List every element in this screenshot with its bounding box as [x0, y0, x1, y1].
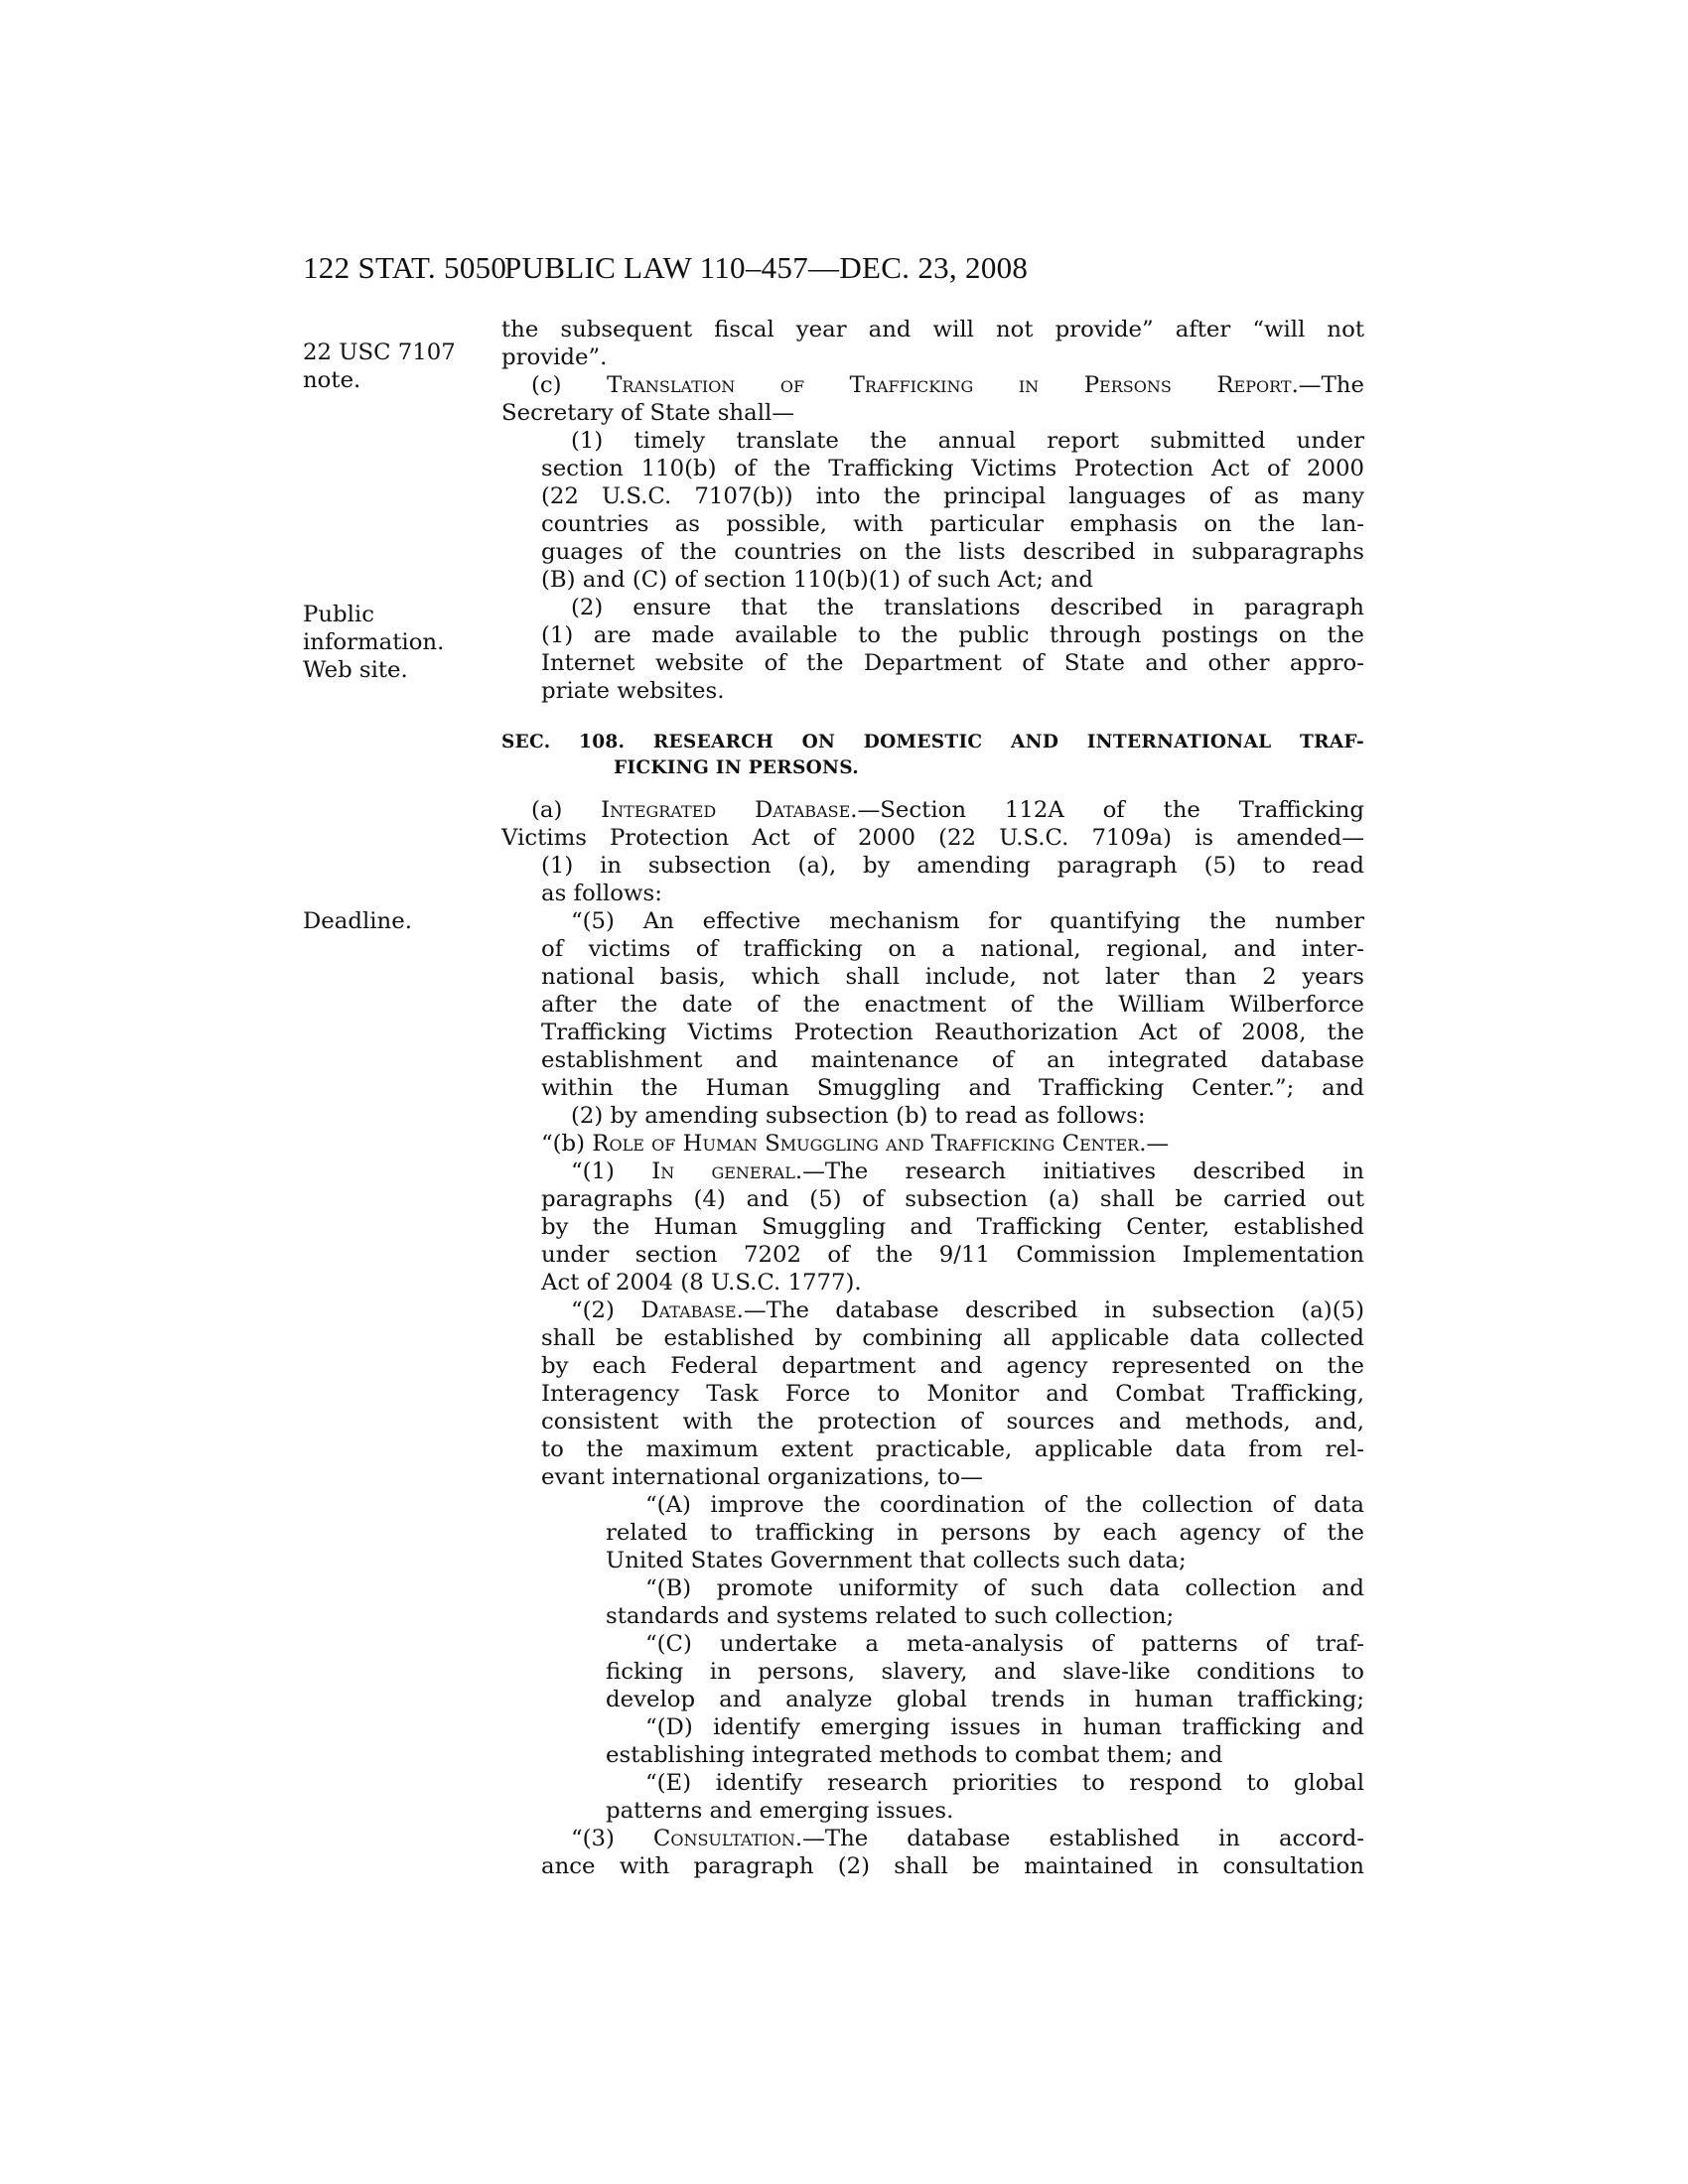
text-line: evant international organizations, to—: [541, 1464, 983, 1490]
subsection-c-heading: (c) Translation of Trafficking in Persons Report.—The: [531, 372, 1364, 398]
text-line: Act of 2004 (8 U.S.C. 1777).: [541, 1270, 862, 1296]
text-line: “(B) promote uniformity of such data collection and: [645, 1575, 1364, 1601]
margin-note-deadline: [303, 907, 412, 935]
text-line: “(C) undertake a meta-analysis of patterns of traf-: [645, 1631, 1364, 1657]
text-line: Victims Protection Act of 2000 (22 U.S.C. 7109a) is amended—: [501, 825, 1364, 851]
text-line: Trafficking Victims Protection Reauthorization Act of 2008, the: [541, 1020, 1364, 1045]
text-line: Secretary of State shall—: [501, 400, 795, 426]
text-line: Internet website of the Department of State and other appro-: [541, 650, 1364, 676]
margin-note-line: 22 USC 7107: [303, 340, 456, 365]
text-line: (2) by amending subsection (b) to read as follows:: [571, 1103, 1146, 1129]
margin-note-public-information: [303, 601, 444, 684]
text-line: by each Federal department and agency represented on the: [541, 1353, 1364, 1379]
margin-note-line: information.: [303, 629, 445, 655]
text-line: (22 U.S.C. 7107(b)) into the principal languages of as many: [541, 483, 1364, 509]
text-line: ance with paragraph (2) shall be maintained in consultation: [541, 1853, 1364, 1879]
text-line: of victims of trafficking on a national, regional, and inter-: [541, 936, 1364, 962]
section-heading-continued: FICKING IN PERSONS.: [614, 757, 860, 778]
text-line: “(D) identify emerging issues in human trafficking and: [645, 1714, 1364, 1740]
text-line: “(5) An effective mechanism for quantifying the number: [571, 908, 1364, 934]
database-heading: “(2) Database.—The database described in subsection (a)(5): [571, 1297, 1364, 1323]
text-line: (1) timely translate the annual report submitted under: [571, 428, 1364, 454]
text-line: shall be established by combining all applicable data collected: [541, 1325, 1364, 1351]
text-line: countries as possible, with particular emphasis on the lan-: [541, 511, 1364, 537]
text-line: establishing integrated methods to combat them; and: [606, 1742, 1223, 1768]
margin-note-usc: [303, 339, 456, 394]
text-line: standards and systems related to such collection;: [606, 1603, 1175, 1629]
text-line: “(A) improve the coordination of the collection of data: [645, 1492, 1364, 1518]
margin-note-line: Web site.: [303, 657, 408, 683]
text-line: under section 7202 of the 9/11 Commission Implementation: [541, 1242, 1364, 1268]
text-line: Interagency Task Force to Monitor and Combat Trafficking,: [541, 1381, 1364, 1407]
text-line: paragraphs (4) and (5) of subsection (a) shall be carried out: [541, 1186, 1364, 1212]
text-line: related to trafficking in persons by each agency of the: [606, 1520, 1364, 1546]
stat-page-number: 122 STAT. 5050: [303, 250, 507, 285]
role-heading: “(b) Role of Human Smuggling and Trafficking Center.—: [541, 1131, 1170, 1157]
margin-note-line: Public: [303, 602, 374, 627]
text-line: ficking in persons, slavery, and slave-like conditions to: [606, 1659, 1364, 1685]
text-line: (2) ensure that the translations described in paragraph: [571, 595, 1364, 620]
text-line: priate websites.: [541, 678, 725, 704]
text-line: guages of the countries on the lists described in subparagraphs: [541, 539, 1364, 565]
text-line: consistent with the protection of sources and methods, and,: [541, 1409, 1364, 1434]
text-line: patterns and emerging issues.: [606, 1798, 954, 1824]
text-line: (1) are made available to the public through postings on the: [541, 622, 1364, 648]
text-line: within the Human Smuggling and Trafficking Center.”; and: [541, 1075, 1364, 1101]
in-general-heading: “(1) In general.—The research initiatives described in: [571, 1159, 1364, 1184]
text-line: national basis, which shall include, not later than 2 years: [541, 964, 1364, 990]
subsection-a-heading: (a) Integrated Database.—Section 112A of the Trafficking: [531, 797, 1364, 823]
text-line: “(E) identify research priorities to respond to global: [645, 1770, 1364, 1796]
margin-note-line: Deadline.: [303, 908, 412, 934]
text-line: the subsequent fiscal year and will not provide” after “will not: [501, 317, 1364, 342]
text-line: (B) and (C) of section 110(b)(1) of such Act; and: [541, 567, 1093, 593]
text-line: develop and analyze global trends in human trafficking;: [606, 1687, 1364, 1712]
text-line: as follows:: [541, 881, 662, 906]
public-law-title: PUBLIC LAW 110–457—DEC. 23, 2008: [504, 250, 1029, 285]
text-line: by the Human Smuggling and Trafficking Center, established: [541, 1214, 1364, 1240]
text-line: United States Government that collects such data;: [606, 1548, 1187, 1573]
text-line: to the maximum extent practicable, applicable data from rel-: [541, 1436, 1364, 1462]
text-line: section 110(b) of the Trafficking Victims Protection Act of 2000: [541, 456, 1364, 481]
text-line: (1) in subsection (a), by amending paragraph (5) to read: [541, 853, 1364, 879]
text-line: after the date of the enactment of the William Wilberforce: [541, 992, 1364, 1018]
consultation-heading: “(3) Consultation.—The database established in accord-: [571, 1826, 1364, 1851]
section-heading: SEC. 108. RESEARCH ON DOMESTIC AND INTERNATIONAL TRAF-: [501, 732, 1364, 752]
text-line: establishment and maintenance of an integrated database: [541, 1047, 1364, 1073]
text-line: provide”.: [501, 344, 608, 370]
margin-note-line: note.: [303, 367, 361, 393]
